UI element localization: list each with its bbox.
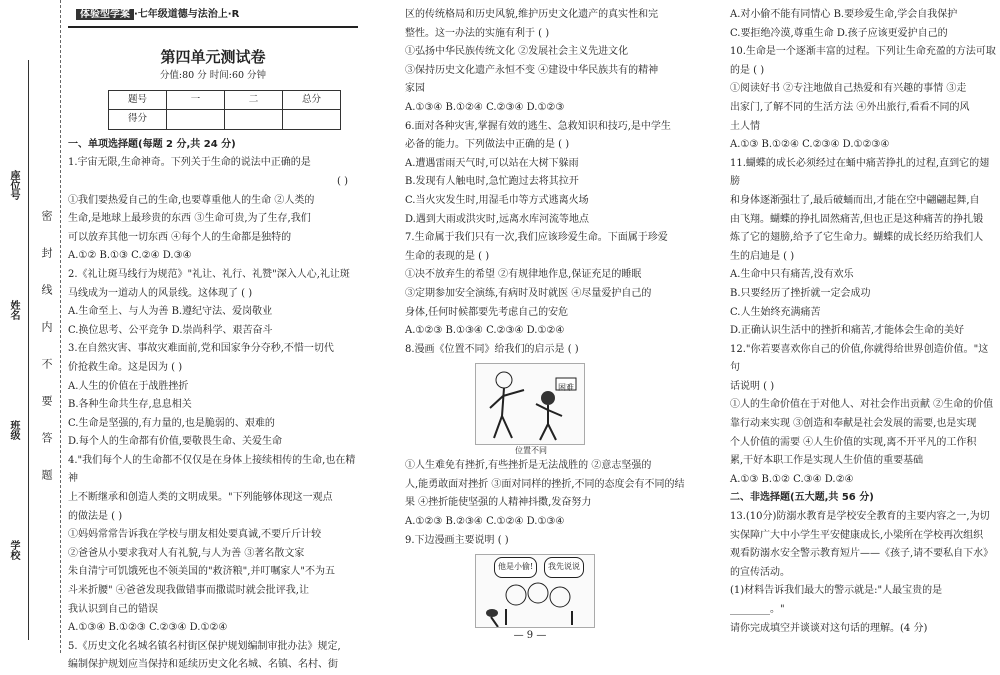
text-line: 马线成为一道动人的风景线。这体现了 ( ): [68, 287, 253, 299]
column-3: [730, 6, 996, 638]
text-line: ①我们要热爱自己的生命,也要尊重他人的生命 ②人类的: [68, 194, 315, 206]
text-line: 8.漫画《位置不同》给我们的启示是 ( ): [405, 343, 579, 355]
text-line: A.①②③ B.②③④ C.①②④ D.①③④: [405, 516, 565, 528]
text-line: 请你完成填空并谈谈对这句话的理解。(4 分): [730, 622, 928, 634]
text-line: D.遇到大雨或洪灾时,远离水库河流等地点: [405, 213, 590, 225]
column-2: [405, 6, 692, 628]
text-line: 斗米折腰" ④爸爸发现我做错事而撒谎时就会批评我,让: [68, 585, 309, 597]
text-line: 13.(10分)防溺水教育是学校安全教育的主要内容之一,为切: [730, 511, 990, 523]
text-line: 整性。这一办法的实施有利于 ( ): [405, 27, 550, 39]
text-line: C.生命是坚强的,有力量的,也是脆弱的、艰难的: [68, 417, 275, 429]
text-line: 果 ④挫折能使坚强的人精神抖擞,发奋努力: [405, 497, 592, 509]
text-line: A.对小偷不能有同情心 B.要珍爱生命,学会自我保护: [730, 9, 958, 20]
text-line: ②爸爸从小要求我对人有礼貌,与人为善 ③著名散文家: [68, 547, 305, 559]
column-2-text-bottom: [405, 457, 692, 550]
text-line: 和身体逐渐强壮了,最后破蛹而出,才能在空中翩翩起舞,自: [730, 194, 980, 206]
text-line: ③定期参加安全演练,有病时及时就医 ④尽量爱护自己的: [405, 287, 652, 299]
text-line: 生命,是地球上最珍贵的东西 ③生命可贵,为了生存,我们: [68, 213, 311, 225]
text-line: ①人的生命价值在于对他人、对社会作出贡献 ②生命的价值: [730, 399, 994, 411]
text-line: A.生命至上、与人为善 B.遵纪守法、爱岗敬业: [68, 306, 273, 318]
text-line: ①阅读好书 ②专注地做自己热爱和有兴趣的事情 ③走: [730, 83, 967, 95]
score-row-label: 得分: [109, 110, 167, 130]
column-2-text-top: [405, 6, 692, 359]
text-line: 生命的表现的是 ( ): [405, 250, 490, 262]
text-line: B.发现有人触电时,急忙跑过去将其拉开: [405, 176, 579, 188]
score-table: [108, 90, 341, 130]
score-cell[interactable]: [167, 110, 225, 130]
answer-bracket: ( ): [337, 175, 348, 187]
cartoon-figures-icon: [476, 364, 584, 444]
class-label: 班级: [8, 420, 19, 440]
text-line: A.①③④ B.①②③ C.②③④ D.①②④: [68, 622, 228, 634]
score-head-cell: 一: [167, 90, 225, 110]
text-line: 11.蝴蝶的成长必须经过在蛹中痛苦挣扎的过程,直到它的翅膀: [730, 157, 990, 188]
text-line: D.每个人的生命都有价值,要敬畏生命、关爱生命: [68, 436, 283, 448]
school-label: 学校: [8, 540, 19, 560]
text-line: A.①③④ B.①②④ C.②③④ D.①②③: [405, 101, 565, 113]
column-1-text: [68, 136, 358, 675]
header-course: ·七年级道德与法治上·R: [134, 9, 240, 20]
text-line: A.①③ B.①② C.③④ D.②④: [730, 473, 854, 485]
text-line: C.换位思考、公平竞争 D.崇尚科学、艰苦奋斗: [68, 324, 273, 336]
text-line: 身体,任何时候都要先考虑自己的安危: [405, 306, 569, 318]
text-line: 区的传统格局和历史风貌,维护历史文化遗产的真实性和完: [405, 9, 659, 20]
exam-title: 第四单元测试卷: [160, 47, 266, 66]
text-line: 的是 ( ): [730, 64, 765, 76]
speech-bubble-2: 我先说说: [544, 557, 584, 578]
text-line: 编制保护规划应当保持和延续历史文化名城、名镇、名村、街: [68, 659, 338, 671]
page-header: [68, 6, 358, 28]
text-line: 4."我们每个人的生命都不仅仅是在身体上接续相传的生命,也在精神: [68, 454, 356, 485]
cartoon-caption: 位置不同: [515, 446, 547, 456]
score-head-cell: 总分: [283, 90, 341, 110]
text-line: A.遭遇雷雨天气时,可以站在大树下躲雨: [405, 157, 579, 169]
text-line: 家园: [405, 83, 425, 95]
text-line: 观看防溺水安全警示教育短片——《孩子,请不要私自下水》: [730, 548, 994, 560]
text-line: 价抢救生命。这是因为 ( ): [68, 361, 183, 373]
seal-line: [28, 60, 29, 640]
text-line: 由飞翔。蝴蝶的挣扎固然痛苦,但也正是这种痛苦的挣扎锻: [730, 213, 984, 225]
score-cell[interactable]: [225, 110, 283, 130]
text-line: 朱自清宁可饥饿死也不领美国的"救济粮",并叮嘱家人"不为五: [68, 566, 335, 578]
seat-label: 座位号: [8, 170, 19, 200]
text-line: 5.《历史文化名城名镇名村街区保护规划编制审批办法》规定,: [68, 640, 341, 652]
text-line: 上不断继承和创造人类的文明成果。"下列能够体现这一观点: [68, 492, 333, 504]
text-line: 人,能勇敢面对挫折 ③面对同样的挫折,不同的态度会有不同的结: [405, 478, 685, 490]
column-1: [68, 6, 358, 675]
text-line: 靠行动来实现 ③创造和奉献是社会发展的需要,也是实现: [730, 418, 977, 430]
text-line: ③保持历史文化遗产永恒不变 ④建设中华民族共有的精神: [405, 64, 659, 76]
name-label: 姓名: [8, 300, 19, 320]
score-cell[interactable]: [283, 110, 341, 130]
cartoon-label: 困难: [558, 383, 574, 393]
text-line: 一、单项选择题(每题 2 分,共 24 分): [68, 138, 236, 150]
column-3-text: [730, 6, 996, 638]
text-line: 的宣传活动。: [730, 566, 790, 578]
seal-line-outer: [60, 0, 61, 653]
text-line: B.各种生命共生存,息息相关: [68, 399, 192, 411]
seal-notice: 密封线内不要答题: [40, 210, 53, 506]
text-line: A.人生的价值在于战胜挫折: [68, 380, 189, 392]
text-line: 12."你若要喜欢你自己的价值,你就得给世界创造价值。"这句: [730, 343, 989, 374]
cartoon-thief: [475, 554, 595, 628]
score-head-cell: 二: [225, 90, 283, 110]
text-line: C.人生始终充满痛苦: [730, 306, 821, 318]
text-line: 必备的能力。下列做法中正确的是 ( ): [405, 139, 570, 151]
text-line: 10.生命是一个逐渐丰富的过程。下列让生命充盈的方法可取: [730, 46, 996, 58]
text-line: 1.宇宙无限,生命神奇。下列关于生命的说法中正确的是: [68, 157, 311, 169]
cartoon-position-different: [475, 363, 585, 445]
text-line: ①人生难免有挫折,有些挫折是无法战胜的 ②意志坚强的: [405, 460, 652, 472]
text-line: C.要拒绝冷漠,尊重生命 D.孩子应该更爱护自己的: [730, 27, 948, 39]
text-line: 9.下边漫画主要说明 ( ): [405, 534, 509, 546]
text-line: C.当火灾发生时,用湿毛巾等方式逃离火场: [405, 194, 589, 206]
text-line: (1)材料告诉我们最大的警示就是:"人最宝贵的是________。": [730, 585, 943, 615]
text-line: 出家门,了解不同的生活方法 ④外出旅行,看看不同的风: [730, 101, 970, 113]
binding-margin: [0, 0, 60, 653]
text-line: 土人情: [730, 120, 760, 132]
text-line: 7.生命属于我们只有一次,我们应该珍爱生命。下面属于珍爱: [405, 232, 668, 244]
text-line: A.①② B.①③ C.②④ D.③④: [68, 250, 192, 262]
text-line: 我认识到自己的错误: [68, 603, 158, 615]
text-line: 6.面对各种灾害,掌握有效的逃生、急救知识和技巧,是中学生: [405, 120, 671, 132]
exam-meta: 分值:80 分 时间:60 分钟: [159, 69, 267, 81]
text-line: 二、非选择题(五大题,共 56 分): [730, 492, 874, 504]
text-line: ①妈妈常常告诉我在学校与朋友相处要真诚,不要斤斤计较: [68, 529, 322, 541]
text-line: 话说明 ( ): [730, 380, 775, 392]
page-number: — 9 —: [513, 630, 547, 641]
text-line: 可以放弃其他一切东西 ④每个人的生命都是独特的: [68, 231, 292, 243]
score-head-cell: 题号: [109, 90, 167, 110]
text-line: A.①②③ B.①③④ C.②③④ D.①②④: [405, 325, 565, 337]
text-line: A.生命中只有痛苦,没有欢乐: [730, 269, 854, 281]
header-badge: 体验型学案: [76, 9, 134, 20]
text-line: 生的启迪是 ( ): [730, 250, 795, 262]
text-line: D.正确认识生活中的挫折和痛苦,才能体会生命的美好: [730, 325, 965, 337]
text-line: A.①③ B.①②④ C.②③④ D.①②③④: [730, 139, 890, 151]
text-line: 个人价值的需要 ④人生价值的实现,离不开平凡的工作积: [730, 436, 977, 448]
text-line: 炼了它的翅膀,给予了它生命力。蝴蝶的成长经历给我们人: [730, 232, 984, 244]
speech-bubble-1: 他是小偷!: [494, 557, 537, 578]
text-line: ①弘扬中华民族传统文化 ②发展社会主义先进文化: [405, 46, 629, 58]
text-line: 3.在自然灾害、事故灾难面前,党和国家争分夺秒,不惜一切代: [68, 343, 334, 355]
text-line: 2.《礼让斑马线行为规范》"礼让、礼行、礼赞"深入人心,礼让斑: [68, 268, 350, 280]
text-line: 实保障广大中小学生平安健康成长,小梁所在学校再次组织: [730, 529, 984, 541]
text-line: 的做法是 ( ): [68, 510, 123, 522]
text-line: 累,干好本职工作是实现人生价值的重要基础: [730, 455, 924, 467]
text-line: B.只要经历了挫折就一定会成功: [730, 287, 871, 299]
text-line: ①决不放弃生的希望 ②有规律地作息,保证充足的睡眠: [405, 269, 642, 281]
